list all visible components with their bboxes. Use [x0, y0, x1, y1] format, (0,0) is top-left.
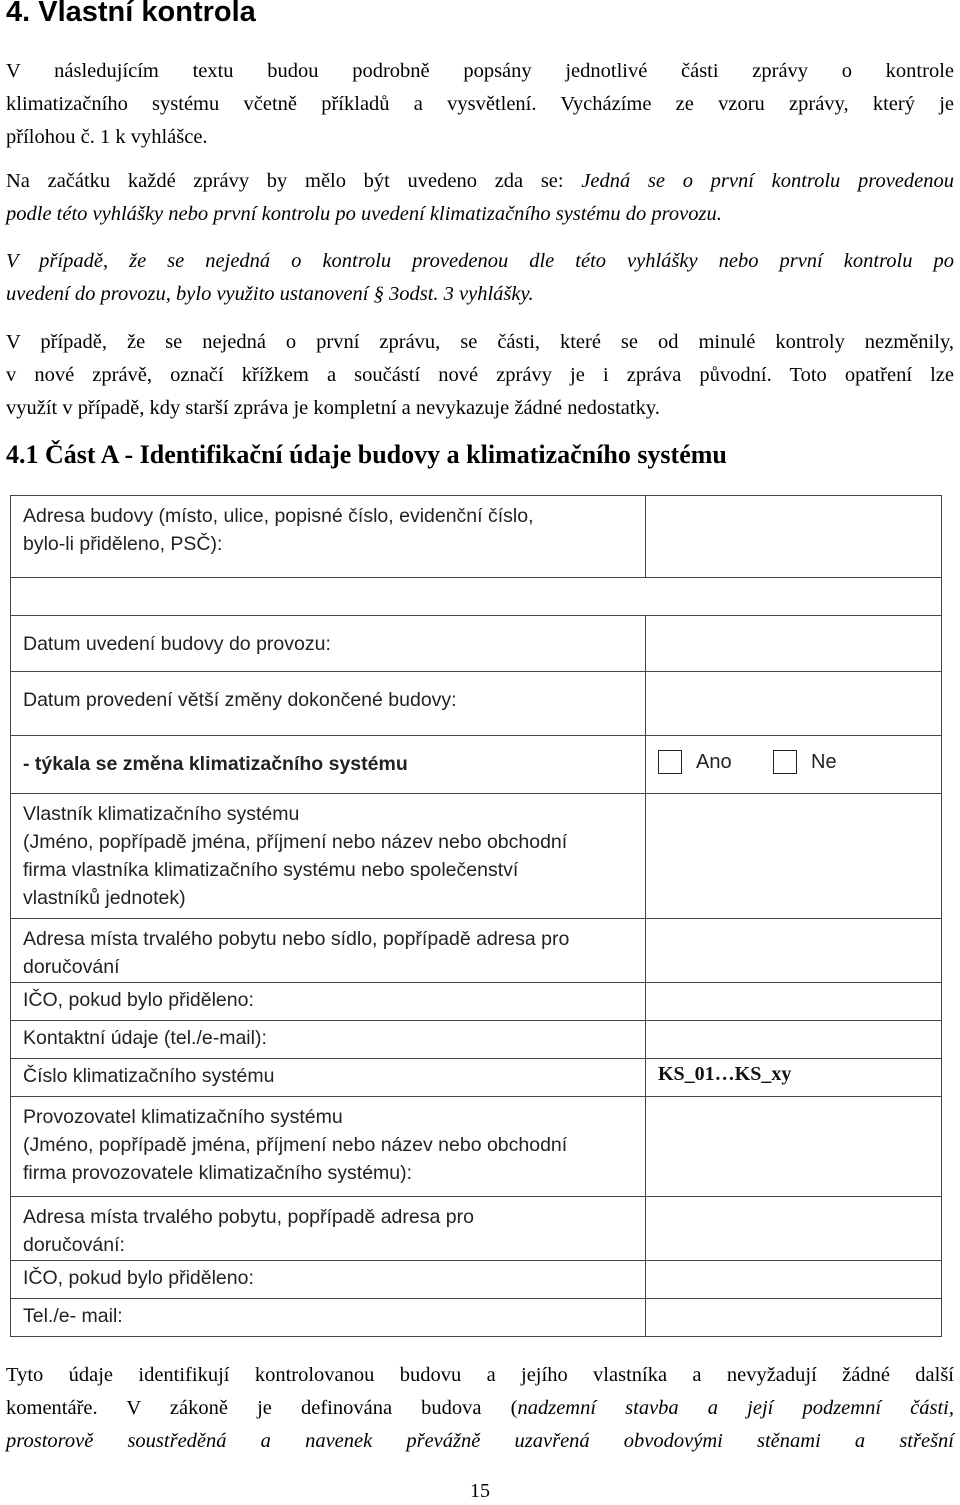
operator-ico-value[interactable]	[646, 1261, 942, 1299]
label-line: vlastníků jednotek)	[23, 887, 186, 909]
operator-address-value[interactable]	[646, 1197, 942, 1261]
text-line: uvedení do provozu, bylo využito ustanovení § 3odst. 3 vyhlášky.	[6, 283, 534, 305]
checkbox-yes[interactable]	[658, 750, 682, 774]
label-line: firma provozovatele klimatizačního systému):	[23, 1162, 413, 1184]
ac-change-label: - týkala se změna klimatizačního systému	[11, 736, 646, 794]
address-extra-row[interactable]	[11, 578, 942, 616]
operator-address-label	[11, 1197, 646, 1261]
system-number-label: Číslo klimatizačního systému	[11, 1059, 646, 1097]
address-value[interactable]	[646, 496, 942, 578]
label-line: firma vlastníka klimatizačního systému nebo společenství	[23, 859, 519, 881]
major-change-date-label: Datum provedení větší změny dokončené budovy:	[11, 672, 646, 736]
text-line: V případě, že se nejedná o kontrolu provedenou dle této vyhlášky nebo první kontrolu po	[6, 250, 954, 272]
contact-value[interactable]	[646, 1021, 942, 1059]
text-line: V následujícím textu budou podrobně popsány jednotlivé části zprávy o kontrole	[6, 60, 954, 82]
operator-label	[11, 1097, 646, 1197]
checkbox-no[interactable]	[773, 750, 797, 774]
previous-report-paragraph	[6, 326, 954, 425]
label-line: Vlastník klimatizačního systému	[23, 803, 300, 825]
label-line: Adresa místa trvalého pobytu, popřípadě adresa pro	[23, 1206, 474, 1228]
option-yes-label: Ano	[696, 750, 732, 773]
text-line	[6, 1392, 954, 1425]
tel-label: Tel./e- mail:	[11, 1299, 646, 1337]
label-line: Provozovatel klimatizačního systému	[23, 1106, 343, 1128]
text-line: prostorově soustředěná a navenek převážně uzavřená obvodovými stěnami a střešní	[6, 1430, 954, 1452]
system-number-text: KS_01…KS_xy	[658, 1063, 792, 1085]
owner-address-label	[11, 919, 646, 983]
page-heading: 4. Vlastní kontrola	[6, 0, 256, 28]
text-line	[6, 165, 954, 198]
text-italic: nadzemní stavba a její podzemní části,	[517, 1397, 954, 1419]
label-line: Adresa místa trvalého pobytu nebo sídlo, popřípadě adresa pro	[23, 928, 570, 950]
option-yes[interactable]	[658, 750, 732, 774]
label-line: doručování	[23, 956, 120, 978]
text-line: Tyto údaje identifikují kontrolovanou budovu a jejího vlastníka a nevyžadují žádné další	[6, 1364, 954, 1386]
report-start-paragraph	[6, 165, 954, 231]
address-label	[11, 496, 646, 578]
owner-value[interactable]	[646, 794, 942, 919]
owner-address-value[interactable]	[646, 919, 942, 983]
owner-label	[11, 794, 646, 919]
major-change-date-value[interactable]	[646, 672, 942, 736]
ac-change-options	[646, 736, 942, 794]
operator-ico-label: IČO, pokud bylo přiděleno:	[11, 1261, 646, 1299]
text-line: klimatizačního systému včetně příkladů a vysvětlení. Vycházíme ze vzoru zprávy, který je	[6, 93, 954, 115]
text-line: v nové zprávě, označí křížkem a součástí nové zprávy je i zpráva původní. Toto opatření lze	[6, 364, 954, 386]
commissioning-date-label: Datum uvedení budovy do provozu:	[11, 616, 646, 672]
system-number-value[interactable]	[646, 1059, 942, 1097]
text-line: využít v případě, kdy starší zpráva je kompletní a nevykazuje žádné nedostatky.	[6, 397, 660, 419]
option-no[interactable]	[773, 750, 837, 774]
text-line: podle této vyhlášky nebo první kontrolu po uvedení klimatizačního systému do provozu.	[6, 203, 722, 225]
section-title: 4.1 Část A - Identifikační údaje budovy a klimatizačního systému	[6, 440, 727, 469]
contact-label: Kontaktní údaje (tel./e-mail):	[11, 1021, 646, 1059]
tel-value[interactable]	[646, 1299, 942, 1337]
ico-value[interactable]	[646, 983, 942, 1021]
text-line: přílohou č. 1 k vyhlášce.	[6, 126, 208, 148]
intro-paragraph	[6, 55, 954, 154]
label-line: Adresa budovy (místo, ulice, popisné číslo, evidenční číslo,	[23, 505, 534, 527]
label-line: (Jméno, popřípadě jména, příjmení nebo název nebo obchodní	[23, 831, 568, 853]
label-line: (Jméno, popřípadě jména, příjmení nebo název nebo obchodní	[23, 1134, 568, 1156]
exception-paragraph	[6, 245, 954, 311]
text-line: V případě, že se nejedná o první zprávu, se části, které se od minulé kontroly nezměnily,	[6, 331, 954, 353]
commissioning-date-value[interactable]	[646, 616, 942, 672]
text-normal: komentáře. V zákoně je definována budova (	[6, 1397, 518, 1419]
ico-label: IČO, pokud bylo přiděleno:	[11, 983, 646, 1021]
label-line: bylo-li přiděleno, PSČ):	[23, 533, 223, 555]
page-number: 15	[470, 1480, 490, 1502]
text-normal: Na začátku každé zprávy by mělo být uvedeno zda se:	[6, 170, 582, 192]
label-line: doručování:	[23, 1234, 125, 1256]
operator-value[interactable]	[646, 1097, 942, 1197]
text-italic: Jedná se o první kontrolu provedenou	[581, 170, 954, 192]
option-no-label: Ne	[811, 750, 837, 773]
identification-form	[10, 495, 942, 1337]
closing-paragraph	[6, 1359, 954, 1458]
